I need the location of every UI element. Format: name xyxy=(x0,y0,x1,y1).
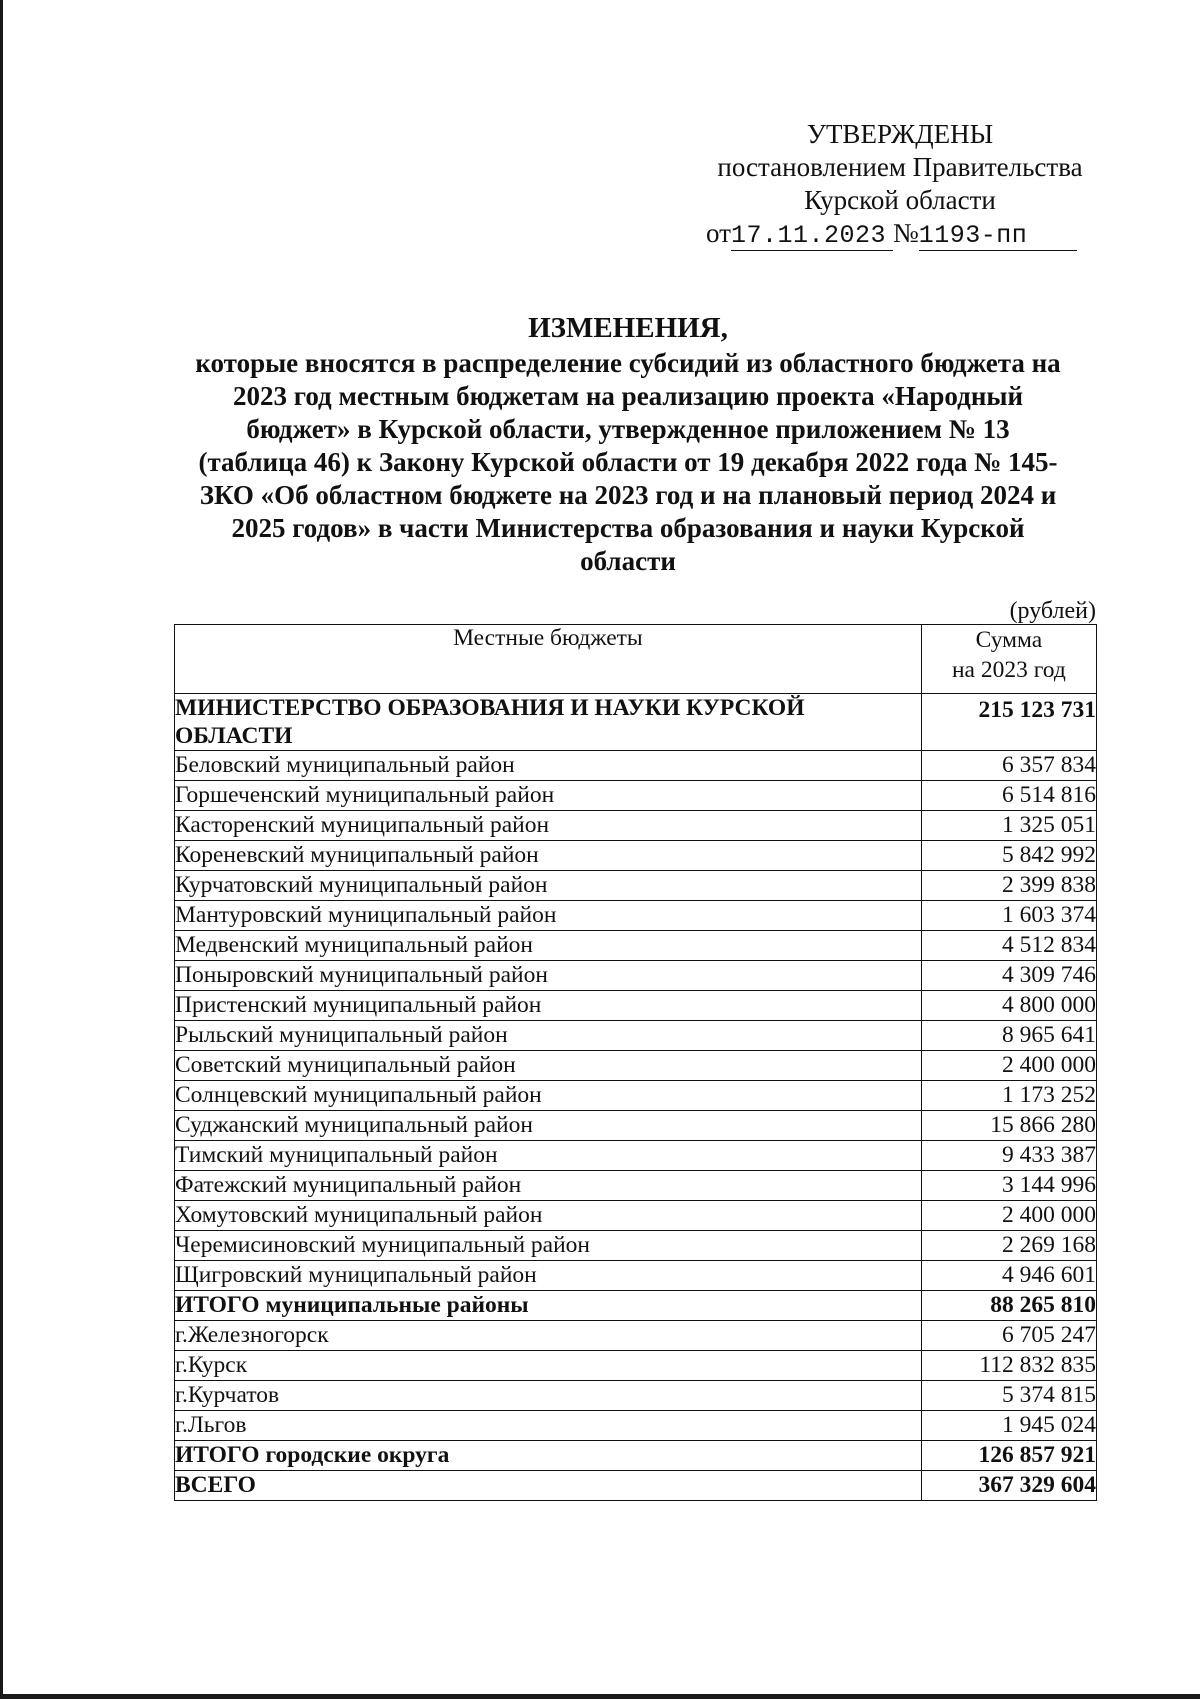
table-row xyxy=(175,991,1097,1021)
row-sum: 2 400 000 xyxy=(921,1051,1096,1081)
table-row xyxy=(175,1261,1097,1291)
row-sum: 5 374 815 xyxy=(921,1381,1096,1411)
row-name: г.Льгов xyxy=(175,1411,922,1441)
column-header-sum-line1: Сумма xyxy=(975,627,1043,653)
budget-table xyxy=(174,624,1097,1501)
table-row xyxy=(175,1141,1097,1171)
table-row xyxy=(175,1321,1097,1351)
table-row xyxy=(175,1021,1097,1051)
row-sum: 1 325 051 xyxy=(921,811,1096,841)
document-heading xyxy=(168,310,1088,578)
approval-title: УТВЕРЖДЕНЫ xyxy=(806,119,994,149)
grand-total-sum: 367 329 604 xyxy=(921,1471,1096,1501)
table-row xyxy=(175,1081,1097,1111)
row-name: г.Курск xyxy=(175,1351,922,1381)
table-row xyxy=(175,1051,1097,1081)
row-name: Медвенский муниципальный район xyxy=(175,931,922,961)
subtitle-line: области xyxy=(580,546,676,576)
row-name: Мантуровский муниципальный район xyxy=(175,901,922,931)
units-label: (рублей) xyxy=(1009,598,1096,624)
districts-total-name: ИТОГО муниципальные районы xyxy=(175,1291,922,1321)
table-row xyxy=(175,1111,1097,1141)
approval-line-decree: постановлением Правительства xyxy=(717,152,1083,182)
subtitle-line: бюджет» в Курской области, утвержденное приложением № 13 xyxy=(246,414,1010,444)
row-sum: 5 842 992 xyxy=(921,841,1096,871)
row-sum: 4 946 601 xyxy=(921,1261,1096,1291)
approval-number: 1193-пп xyxy=(919,222,1077,251)
row-sum: 2 269 168 xyxy=(921,1231,1096,1261)
approval-from-label: от xyxy=(706,218,731,248)
row-name: Рыльский муниципальный район xyxy=(175,1021,922,1051)
ministry-name: МИНИСТЕРСТВО ОБРАЗОВАНИЯ И НАУКИ КУРСКОЙ ОБЛАСТИ xyxy=(175,694,922,751)
subtitle-line: которые вносятся в распределение субсидий из областного бюджета на xyxy=(195,348,1061,378)
cities-total-name: ИТОГО городские округа xyxy=(175,1441,922,1471)
row-sum: 2 399 838 xyxy=(921,871,1096,901)
subtitle-line: (таблица 46) к Закону Курской области от 19 декабря 2022 года № 145- xyxy=(198,447,1058,477)
row-name: Курчатовский муниципальный район xyxy=(175,871,922,901)
ministry-sum: 215 123 731 xyxy=(921,694,1096,751)
row-name: Хомутовский муниципальный район xyxy=(175,1201,922,1231)
row-sum: 1 945 024 xyxy=(921,1411,1096,1441)
grand-total-row xyxy=(175,1471,1097,1501)
subtitle-line: ЗКО «Об областном бюджете на 2023 год и на плановый период 2024 и xyxy=(199,480,1057,510)
row-sum: 9 433 387 xyxy=(921,1141,1096,1171)
ministry-row xyxy=(175,694,1097,751)
row-name: Фатежский муниципальный район xyxy=(175,1171,922,1201)
row-sum: 8 965 641 xyxy=(921,1021,1096,1051)
scan-edge-bottom xyxy=(0,1694,1200,1699)
table-row xyxy=(175,931,1097,961)
document-subtitle xyxy=(168,347,1088,578)
table-row xyxy=(175,1351,1097,1381)
column-header-sum xyxy=(921,625,1096,694)
table-row xyxy=(175,841,1097,871)
table-row xyxy=(175,1231,1097,1261)
subtitle-line: 2023 год местным бюджетам на реализацию проекта «Народный xyxy=(232,381,1024,411)
row-sum: 6 514 816 xyxy=(921,781,1096,811)
grand-total-name: ВСЕГО xyxy=(175,1471,922,1501)
districts-total-row xyxy=(175,1291,1097,1321)
districts-total-sum: 88 265 810 xyxy=(921,1291,1096,1321)
column-header-budgets: Местные бюджеты xyxy=(175,625,922,694)
row-sum: 15 866 280 xyxy=(921,1111,1096,1141)
row-name: Пристенский муниципальный район xyxy=(175,991,922,1021)
subtitle-line: 2025 годов» в части Министерства образования и науки Курской xyxy=(231,513,1025,543)
row-name: Поныровский муниципальный район xyxy=(175,961,922,991)
approval-doc-line xyxy=(690,217,1110,251)
row-name: Черемисиновский муниципальный район xyxy=(175,1231,922,1261)
row-sum: 1 603 374 xyxy=(921,901,1096,931)
row-name: Щигровский муниципальный район xyxy=(175,1261,922,1291)
table-header-row xyxy=(175,625,1097,694)
approval-block xyxy=(690,118,1110,251)
row-sum: 6 705 247 xyxy=(921,1321,1096,1351)
row-sum: 2 400 000 xyxy=(921,1201,1096,1231)
table-row xyxy=(175,901,1097,931)
scan-edge-left xyxy=(0,0,3,1699)
table-row xyxy=(175,1201,1097,1231)
column-header-sum-line2: на 2023 год xyxy=(951,657,1066,683)
table-row xyxy=(175,871,1097,901)
table-row xyxy=(175,811,1097,841)
approval-date: 17.11.2023 xyxy=(731,222,893,251)
row-sum: 3 144 996 xyxy=(921,1171,1096,1201)
table-row xyxy=(175,1381,1097,1411)
row-sum: 4 800 000 xyxy=(921,991,1096,1021)
row-sum: 4 309 746 xyxy=(921,961,1096,991)
table-row xyxy=(175,1411,1097,1441)
row-name: г.Железногорск xyxy=(175,1321,922,1351)
row-sum: 6 357 834 xyxy=(921,751,1096,781)
row-name: Кореневский муниципальный район xyxy=(175,841,922,871)
row-name: Суджанский муниципальный район xyxy=(175,1111,922,1141)
row-name: г.Курчатов xyxy=(175,1381,922,1411)
approval-number-label: № xyxy=(892,218,919,248)
approval-line-region: Курской области xyxy=(804,185,996,215)
table-row xyxy=(175,961,1097,991)
cities-total-row xyxy=(175,1441,1097,1471)
table-row xyxy=(175,1171,1097,1201)
row-name: Советский муниципальный район xyxy=(175,1051,922,1081)
row-name: Тимский муниципальный район xyxy=(175,1141,922,1171)
row-sum: 4 512 834 xyxy=(921,931,1096,961)
row-name: Солнцевский муниципальный район xyxy=(175,1081,922,1111)
cities-total-sum: 126 857 921 xyxy=(921,1441,1096,1471)
row-sum: 112 832 835 xyxy=(921,1351,1096,1381)
table-row xyxy=(175,751,1097,781)
table-row xyxy=(175,781,1097,811)
row-name: Беловский муниципальный район xyxy=(175,751,922,781)
row-sum: 1 173 252 xyxy=(921,1081,1096,1111)
row-name: Горшеченский муниципальный район xyxy=(175,781,922,811)
row-name: Касторенский муниципальный район xyxy=(175,811,922,841)
document-title: ИЗМЕНЕНИЯ, xyxy=(528,312,728,344)
